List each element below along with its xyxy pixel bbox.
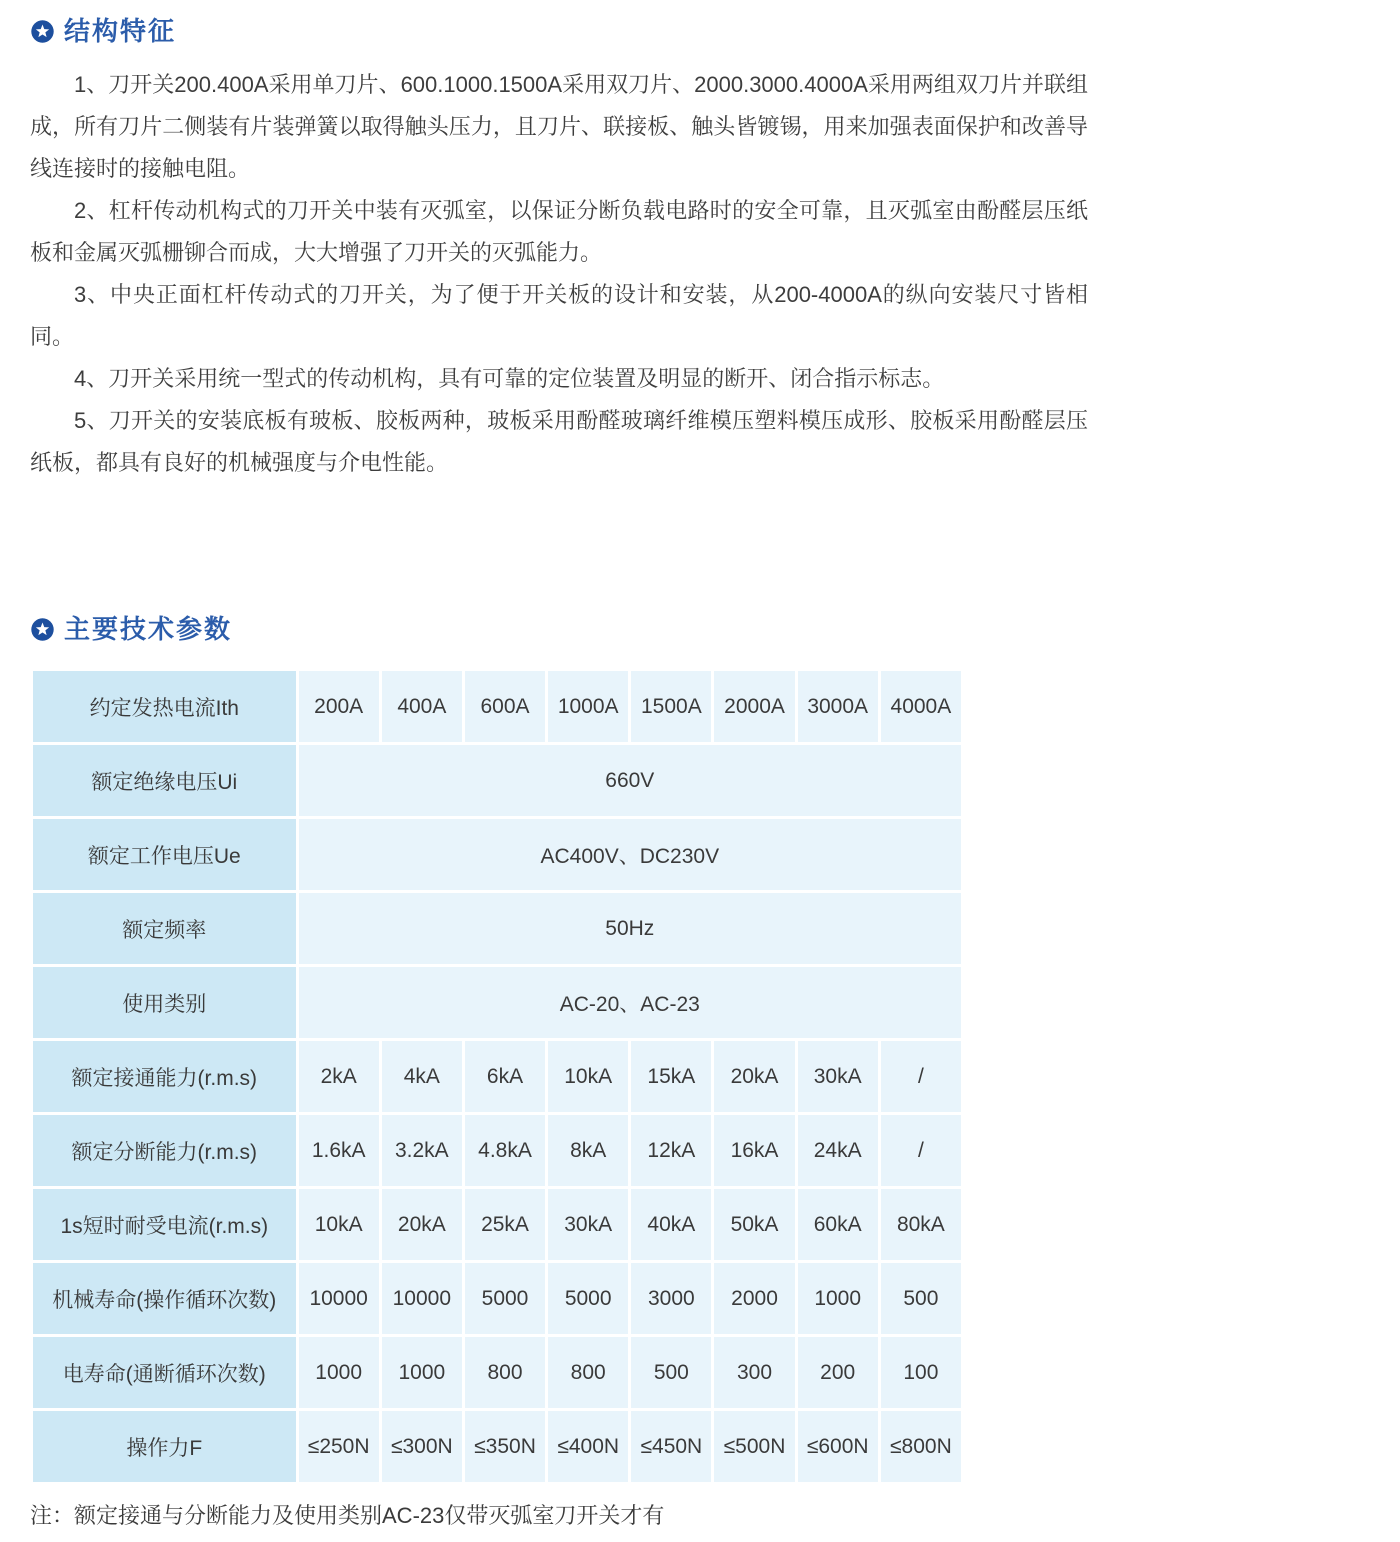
table-cell: 800 — [548, 1337, 628, 1408]
table-cell: ≤600N — [798, 1411, 878, 1482]
table-cell: 10000 — [299, 1263, 379, 1334]
table-cell: 2000 — [714, 1263, 794, 1334]
feature-paragraph-5: 5、刀开关的安装底板有玻板、胶板两种，玻板采用酚醛玻璃纤维模压塑料模压成形、胶板采用酚醛层压纸板，都具有良好的机械强度与介电性能。 — [30, 408, 1088, 475]
table-row-rated-breaking-capacity — [33, 1115, 961, 1186]
table-cell: 1000 — [382, 1337, 462, 1408]
table-cell: 10kA — [299, 1189, 379, 1260]
table-cell: ≤350N — [465, 1411, 545, 1482]
table-row-short-time-withstand-current — [33, 1189, 961, 1260]
table-cell: 4000A — [881, 671, 961, 742]
table-cell: 5000 — [465, 1263, 545, 1334]
table-cell: 3000A — [798, 671, 878, 742]
table-cell: 1000 — [299, 1337, 379, 1408]
star-badge-icon — [30, 617, 55, 642]
table-cell: 20kA — [714, 1041, 794, 1112]
feature-paragraph-3: 3、中央正面杠杆传动式的刀开关，为了便于开关板的设计和安装，从200-4000A的纵向安装尺寸皆相同。 — [30, 282, 1088, 349]
table-cell: 80kA — [881, 1189, 961, 1260]
table-cell: 4.8kA — [465, 1115, 545, 1186]
section-heading-structural-features — [30, 16, 1400, 46]
table-cell: ≤400N — [548, 1411, 628, 1482]
row-label: 额定绝缘电压Ui — [33, 745, 296, 816]
table-cell: 3.2kA — [382, 1115, 462, 1186]
table-cell: 2kA — [299, 1041, 379, 1112]
table-cell: 5000 — [548, 1263, 628, 1334]
section-title: 结构特征 — [64, 16, 177, 46]
row-label: 使用类别 — [33, 967, 296, 1038]
structural-features-text — [30, 64, 1088, 484]
table-cell: 1.6kA — [299, 1115, 379, 1186]
table-cell: 60kA — [798, 1189, 878, 1260]
table-row-rated-making-capacity — [33, 1041, 961, 1112]
table-cell: / — [881, 1115, 961, 1186]
table-cell: 24kA — [798, 1115, 878, 1186]
table-cell: 25kA — [465, 1189, 545, 1260]
table-cell: / — [881, 1041, 961, 1112]
table-cell: 500 — [881, 1263, 961, 1334]
table-cell-merged: AC-20、AC-23 — [299, 967, 961, 1038]
table-cell: 20kA — [382, 1189, 462, 1260]
table-cell: 10kA — [548, 1041, 628, 1112]
table-cell: 1500A — [631, 671, 711, 742]
table-cell: 16kA — [714, 1115, 794, 1186]
table-cell: 100 — [881, 1337, 961, 1408]
table-cell: 600A — [465, 671, 545, 742]
table-cell: 15kA — [631, 1041, 711, 1112]
table-cell: 6kA — [465, 1041, 545, 1112]
row-label: 电寿命(通断循环次数) — [33, 1337, 296, 1408]
row-label: 额定工作电压Ue — [33, 819, 296, 890]
table-cell: 1000 — [798, 1263, 878, 1334]
table-note: 注：额定接通与分断能力及使用类别AC-23仅带灭弧室刀开关才有 — [30, 1503, 665, 1528]
table-row-mechanical-life — [33, 1263, 961, 1334]
table-cell: 12kA — [631, 1115, 711, 1186]
table-cell: 200 — [798, 1337, 878, 1408]
table-cell: ≤300N — [382, 1411, 462, 1482]
table-cell-merged: 50Hz — [299, 893, 961, 964]
table-cell: 8kA — [548, 1115, 628, 1186]
technical-parameters-table — [30, 668, 964, 1485]
table-cell: 800 — [465, 1337, 545, 1408]
table-cell: 200A — [299, 671, 379, 742]
table-cell: ≤500N — [714, 1411, 794, 1482]
table-cell: 3000 — [631, 1263, 711, 1334]
row-label: 额定接通能力(r.m.s) — [33, 1041, 296, 1112]
table-row-rated-frequency — [33, 893, 961, 964]
table-cell: 40kA — [631, 1189, 711, 1260]
section-title: 主要技术参数 — [64, 614, 233, 644]
feature-paragraph-2: 2、杠杆传动机构式的刀开关中装有灭弧室，以保证分断负载电路时的安全可靠，且灭弧室由酚醛层压纸板和金属灭弧栅铆合而成，大大增强了刀开关的灭弧能力。 — [30, 198, 1088, 265]
table-row-rated-working-voltage — [33, 819, 961, 890]
table-cell: ≤450N — [631, 1411, 711, 1482]
table-cell: 1000A — [548, 671, 628, 742]
table-cell: 30kA — [548, 1189, 628, 1260]
section-heading-technical-parameters — [30, 614, 1400, 644]
row-label: 机械寿命(操作循环次数) — [33, 1263, 296, 1334]
star-badge-icon — [30, 19, 55, 44]
row-label: 1s短时耐受电流(r.m.s) — [33, 1189, 296, 1260]
table-cell: ≤250N — [299, 1411, 379, 1482]
table-cell: 4kA — [382, 1041, 462, 1112]
table-cell: ≤800N — [881, 1411, 961, 1482]
row-label: 额定分断能力(r.m.s) — [33, 1115, 296, 1186]
table-cell: 2000A — [714, 671, 794, 742]
table-row-rated-insulation-voltage — [33, 745, 961, 816]
table-cell: 50kA — [714, 1189, 794, 1260]
row-label: 操作力F — [33, 1411, 296, 1482]
table-row-electrical-life — [33, 1337, 961, 1408]
table-cell: 500 — [631, 1337, 711, 1408]
table-cell: 300 — [714, 1337, 794, 1408]
row-label: 额定频率 — [33, 893, 296, 964]
feature-paragraph-1: 1、刀开关200.400A采用单刀片、600.1000.1500A采用双刀片、2000.3000.4000A采用两组双刀片并联组成，所有刀片二侧装有片装弹簧以取得触头压力，且刀片、联接板、触头皆镀锡，用来加强表面保护和改善导线连接时的接触电阻。 — [30, 72, 1088, 181]
table-cell-merged: AC400V、DC230V — [299, 819, 961, 890]
table-row-utilization-category — [33, 967, 961, 1038]
table-cell: 10000 — [382, 1263, 462, 1334]
table-row-operating-force — [33, 1411, 961, 1482]
table-cell: 30kA — [798, 1041, 878, 1112]
row-label: 约定发热电流Ith — [33, 671, 296, 742]
table-row-rated-thermal-current — [33, 671, 961, 742]
feature-paragraph-4: 4、刀开关采用统一型式的传动机构，具有可靠的定位装置及明显的断开、闭合指示标志。 — [74, 366, 945, 391]
table-cell: 400A — [382, 671, 462, 742]
table-cell-merged: 660V — [299, 745, 961, 816]
